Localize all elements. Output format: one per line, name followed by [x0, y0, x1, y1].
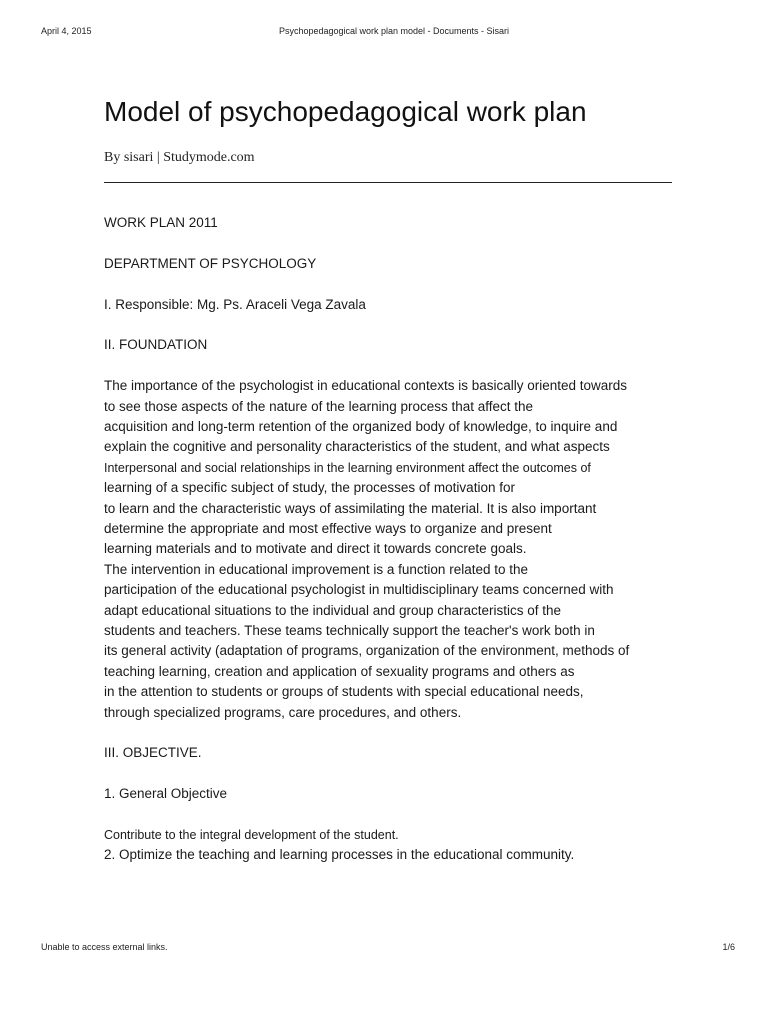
- page-number: 1/6: [722, 942, 735, 952]
- paragraph-line: determine the appropriate and most effective ways to organize and present: [104, 521, 552, 537]
- paragraph-line: in the attention to students or groups of students with special educational needs,: [104, 684, 584, 700]
- paragraph-line: participation of the educational psychologist in multidisciplinary teams concerned with: [104, 582, 614, 598]
- paragraph-line: to learn and the characteristic ways of assimilating the material. It is also important: [104, 500, 597, 516]
- general-objective-heading: 1. General Objective: [104, 786, 228, 802]
- paragraph-line: Interpersonal and social relationships in the learning environment affect the outcomes of: [104, 460, 591, 475]
- objective-heading: III. OBJECTIVE.: [104, 745, 202, 761]
- responsible-line: I. Responsible: Mg. Ps. Araceli Vega Zavala: [104, 296, 366, 312]
- article-title: Model of psychopedagogical work plan: [104, 96, 587, 127]
- paragraph-line: The intervention in educational improvement is a function related to the: [104, 561, 528, 577]
- department-heading: DEPARTMENT OF PSYCHOLOGY: [104, 255, 317, 271]
- paragraph-line: explain the cognitive and personality characteristics of the student, and what aspects: [104, 439, 610, 455]
- title-divider: [104, 182, 672, 183]
- paragraph-line: adapt educational situations to the individual and group characteristics of the: [104, 602, 562, 618]
- paragraph-line: learning materials and to motivate and direct it towards concrete goals.: [104, 541, 527, 557]
- paragraph-line: 2. Optimize the teaching and learning processes in the educational community.: [104, 847, 575, 863]
- foundation-paragraph: [104, 376, 674, 723]
- paragraph-line: Contribute to the integral development of the student.: [104, 828, 399, 843]
- paragraph-line: learning of a specific subject of study, the processes of motivation for: [104, 480, 515, 496]
- objective-paragraph: [104, 825, 674, 866]
- paragraph-line: acquisition and long-term retention of the organized body of knowledge, to inquire and: [104, 419, 618, 434]
- paragraph-line: teaching learning, creation and application of sexuality programs and others as: [104, 663, 575, 679]
- paragraph-line: through specialized programs, care procedures, and others.: [104, 704, 462, 720]
- paragraph-line: its general activity (adaptation of programs, organization of the environment, methods of: [104, 643, 630, 659]
- paragraph-line: students and teachers. These teams technically support the teacher's work both in: [104, 623, 595, 639]
- print-date: April 4, 2015: [41, 26, 92, 36]
- footer-notice: Unable to access external links.: [41, 942, 168, 952]
- print-document-title: Psychopedagogical work plan model - Documents - Sisari: [278, 26, 510, 36]
- article-body: [104, 213, 674, 866]
- work-plan-heading: WORK PLAN 2011: [104, 215, 218, 230]
- article: [104, 92, 674, 886]
- paragraph-line: to see those aspects of the nature of the learning process that affect the: [104, 398, 534, 414]
- foundation-heading: II. FOUNDATION: [104, 337, 208, 353]
- article-byline: By sisari | Studymode.com: [104, 150, 255, 165]
- paragraph-line: The importance of the psychologist in educational contexts is basically oriented towards: [104, 378, 628, 394]
